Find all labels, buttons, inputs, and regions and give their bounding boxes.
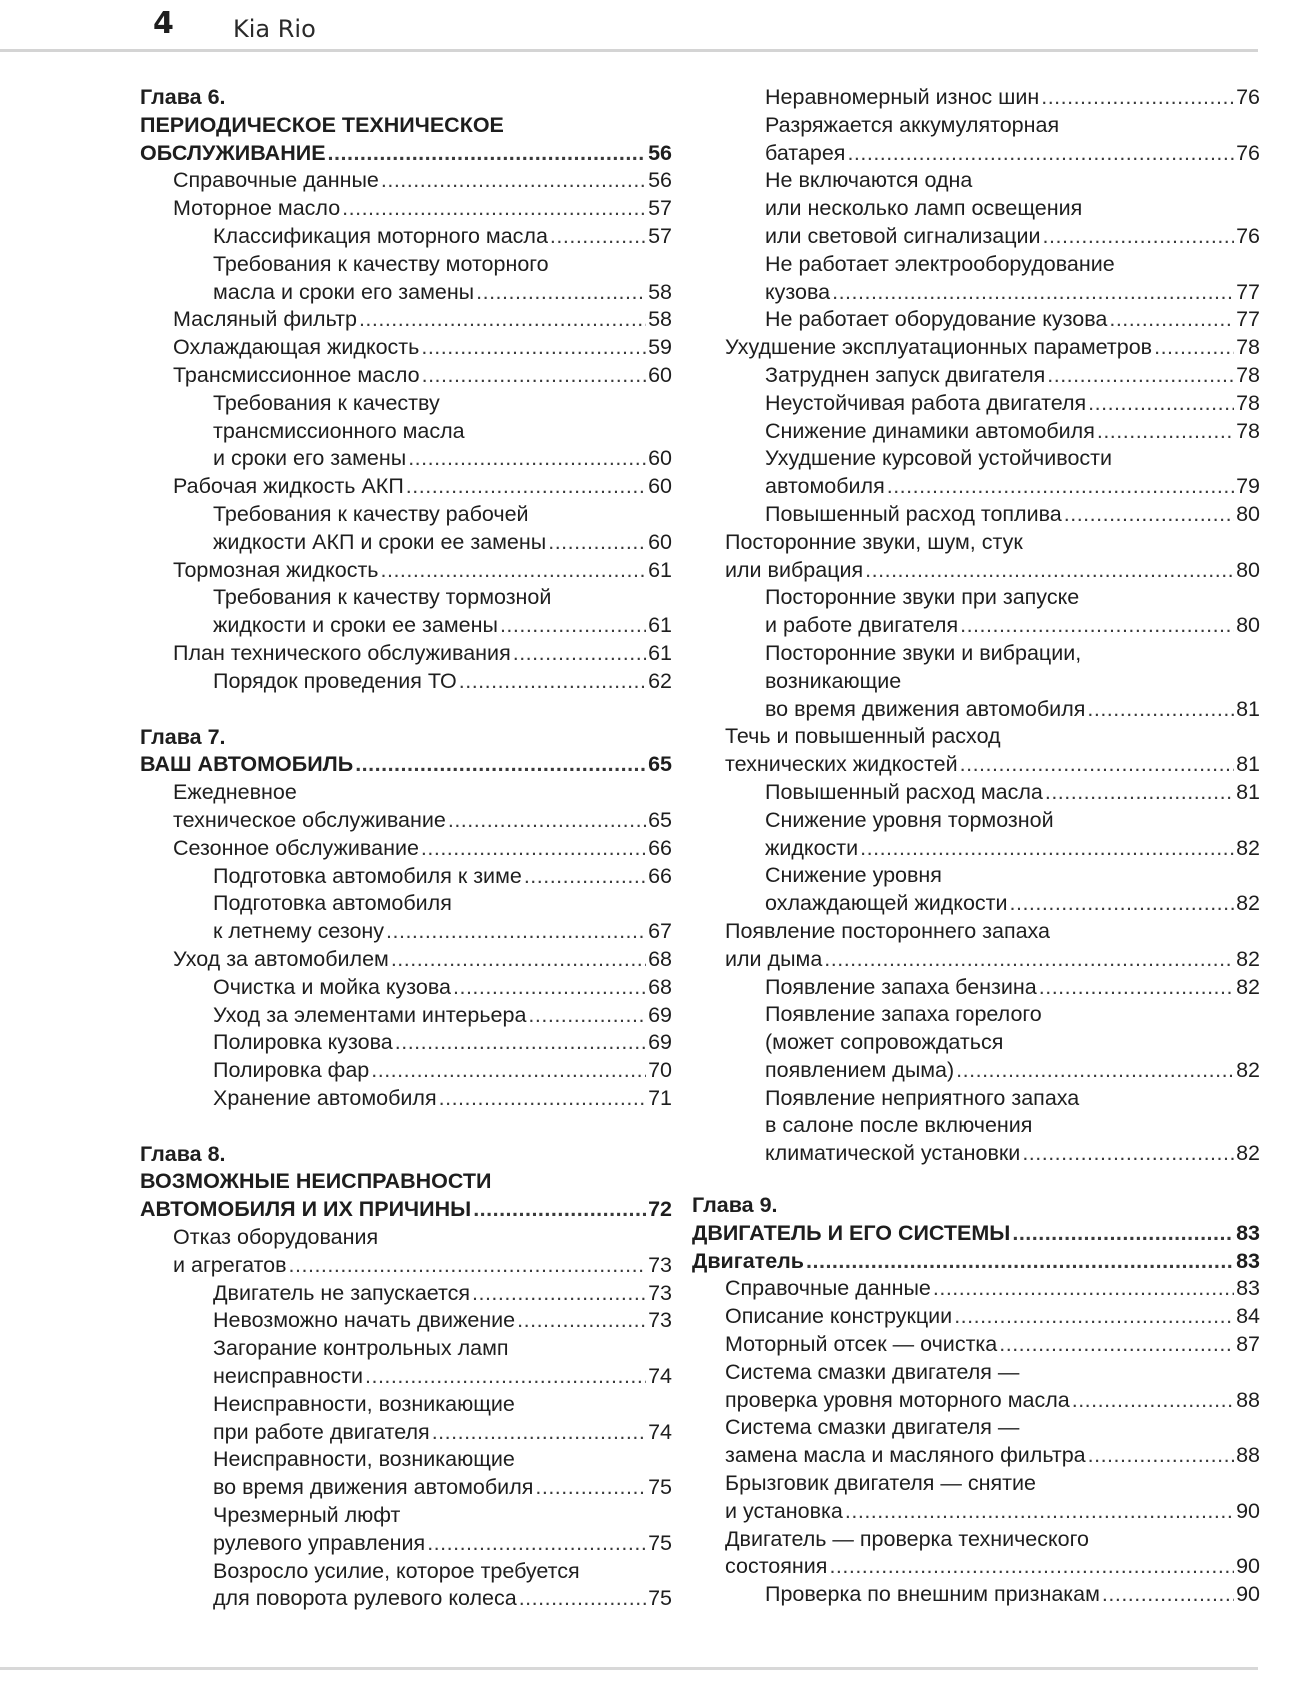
page-ref: 71 (648, 1085, 672, 1110)
page-ref: 68 (648, 946, 672, 971)
page-ref: 67 (648, 919, 672, 944)
toc-entry-text: Система смазки двигателя — (725, 1359, 1020, 1384)
page-header (0, 0, 1300, 58)
toc-entry[interactable]: Уход за автомобилем ..... 68 (140, 946, 672, 974)
book-title: Kia Rio (233, 15, 316, 43)
page-ref: 74 (648, 1419, 672, 1444)
chapter-8-title[interactable]: АВТОМОБИЛЯ И ИХ ПРИЧИНЫ ..... 72 (140, 1196, 672, 1224)
toc-entry[interactable]: Появление запаха бензина ..... 82 (725, 974, 1260, 1002)
toc-entry-text: Ухудшение курсовой устойчивости (765, 446, 1113, 471)
page-ref: 78 (1236, 335, 1260, 360)
toc-entry[interactable]: Ухудшение эксплуатационных параметров ..... 78 (725, 334, 1260, 362)
page-ref: 88 (1236, 1387, 1260, 1412)
page-ref: 58 (648, 279, 672, 304)
toc-entry-text: Снижение уровня (765, 863, 942, 888)
toc-entry-text: Посторонние звуки и вибрации, (765, 640, 1082, 665)
page-ref: 61 (648, 640, 672, 665)
page-ref: 82 (1236, 835, 1260, 860)
page-ref: 60 (648, 446, 672, 471)
page-ref: 62 (648, 668, 672, 693)
toc-entry[interactable]: к летнему сезону ..... 67 (140, 918, 672, 946)
toc-entry[interactable]: жидкости ..... 82 (725, 835, 1260, 863)
toc-entry-text: Требования к качеству (213, 390, 440, 415)
toc-entry[interactable]: Очистка и мойка кузова ..... 68 (140, 974, 672, 1002)
toc-entry-text: Ежедневное (173, 780, 297, 805)
page-ref: 90 (1236, 1554, 1260, 1579)
page-ref: 68 (648, 974, 672, 999)
toc-entry-text: Течь и повышенный расход (725, 724, 1001, 749)
toc-entry[interactable]: Моторное масло ..... 57 (140, 195, 672, 223)
footer-rule (0, 1667, 1258, 1670)
toc-entry[interactable]: проверка уровня моторного масла ..... 88 (725, 1387, 1260, 1415)
toc-entry[interactable]: автомобиля ..... 79 (725, 473, 1260, 501)
page-ref: 88 (1236, 1443, 1260, 1468)
page-ref: 76 (1236, 223, 1260, 248)
toc-entry-text: Система смазки двигателя — (725, 1415, 1020, 1440)
page-ref: 83 (1236, 1220, 1260, 1245)
page-ref: 84 (1236, 1304, 1260, 1329)
toc-entry-text: Брызговик двигателя — снятие (725, 1471, 1036, 1496)
page-ref: 75 (648, 1530, 672, 1555)
toc-entry[interactable]: Справочные данные ..... 56 (140, 167, 672, 195)
toc-entry[interactable]: масла и сроки его замены ..... 58 (140, 279, 672, 307)
toc-entry[interactable]: Сезонное обслуживание ..... 66 (140, 835, 672, 863)
toc-entry[interactable]: Классификация моторного масла ..... 57 (140, 223, 672, 251)
page-ref: 82 (1236, 974, 1260, 999)
page-ref: 78 (1236, 418, 1260, 443)
page-ref: 76 (1236, 140, 1260, 165)
toc-entry[interactable]: во время движения автомобиля ..... 75 (140, 1474, 672, 1502)
toc-entry-text: Посторонние звуки при запуске (765, 585, 1080, 610)
page-ref: 57 (648, 196, 672, 221)
toc-entry[interactable]: Хранение автомобиля ..... 71 (140, 1085, 672, 1113)
toc-entry[interactable]: Полировка фар ..... 70 (140, 1057, 672, 1085)
chapter-8-title-line: ВОЗМОЖНЫЕ НЕИСПРАВНОСТИ (140, 1169, 492, 1194)
section-engine[interactable]: Двигатель ..... 83 (692, 1248, 1260, 1276)
toc-entry[interactable]: и сроки его замены ..... 60 (140, 445, 672, 473)
toc-entry-text: Подготовка автомобиля (213, 891, 452, 916)
page-ref: 60 (648, 529, 672, 554)
toc-entry-text: трансмиссионного масла (213, 418, 465, 443)
page-ref: 87 (1236, 1332, 1260, 1357)
page-ref: 58 (648, 307, 672, 332)
toc-entry-text: Двигатель — проверка технического (725, 1526, 1089, 1551)
toc-entry[interactable]: Справочные данные ..... 83 (725, 1275, 1260, 1303)
toc-entry-text: Снижение уровня тормозной (765, 807, 1054, 832)
toc-entry[interactable]: замена масла и масляного фильтра ..... 88 (725, 1442, 1260, 1470)
toc-entry-text: Отказ оборудования (173, 1225, 379, 1250)
toc-entry-text: Появление запаха горелого (765, 1002, 1042, 1027)
page-ref: 75 (648, 1586, 672, 1611)
page-ref: 69 (648, 1030, 672, 1055)
toc-left-column (140, 84, 672, 1613)
toc-entry[interactable]: Невозможно начать движение ..... 73 (140, 1307, 672, 1335)
page-ref: 57 (648, 223, 672, 248)
toc-entry-text: Не включаются одна (765, 168, 973, 193)
chapter-6-title[interactable]: ОБСЛУЖИВАНИЕ ..... 56 (140, 140, 672, 168)
page-ref: 73 (648, 1252, 672, 1277)
toc-entry[interactable]: Неравномерный износ шин ..... 76 (725, 84, 1260, 112)
toc-entry[interactable]: Рабочая жидкость АКП ..... 60 (140, 473, 672, 501)
page-ref: 78 (1236, 362, 1260, 387)
toc-entry[interactable]: Трансмиссионное масло ..... 60 (140, 362, 672, 390)
toc-entry[interactable]: состояния ..... 90 (725, 1553, 1260, 1581)
chapter-7-label: Глава 7. (140, 724, 226, 749)
page-ref: 73 (648, 1308, 672, 1333)
page-ref: 80 (1236, 501, 1260, 526)
toc-entry[interactable]: Порядок проведения ТО ..... 62 (140, 668, 672, 696)
toc-entry-text: Появление неприятного запаха (765, 1085, 1080, 1110)
toc-entry[interactable]: появлением дыма) ..... 82 (725, 1057, 1260, 1085)
toc-entry-text: Загорание контрольных ламп (213, 1336, 509, 1361)
toc-entry[interactable]: технических жидкостей ..... 81 (725, 751, 1260, 779)
chapter-8-label: Глава 8. (140, 1141, 226, 1166)
page-ref: 77 (1236, 279, 1260, 304)
page-ref: 60 (648, 362, 672, 387)
toc-entry[interactable]: и агрегатов ..... 73 (140, 1252, 672, 1280)
page-ref: 81 (1236, 779, 1260, 804)
page-ref: 75 (648, 1475, 672, 1500)
page-ref: 65 (648, 807, 672, 832)
page-ref: 61 (648, 557, 672, 582)
page-ref: 80 (1236, 613, 1260, 638)
toc-entry[interactable]: Охлаждающая жидкость ..... 59 (140, 334, 672, 362)
page-ref: 61 (648, 613, 672, 638)
page-ref: 70 (648, 1058, 672, 1083)
toc-entry-text: в салоне после включения (765, 1113, 1033, 1138)
page-ref: 77 (1236, 307, 1260, 332)
toc-entry[interactable]: жидкости АКП и сроки ее замены ..... 60 (140, 529, 672, 557)
toc-entry[interactable]: Уход за элементами интерьера ..... 69 (140, 1002, 672, 1030)
toc-entry[interactable]: неисправности ..... 74 (140, 1363, 672, 1391)
page-ref: 82 (1236, 1141, 1260, 1166)
toc-entry[interactable]: и установка ..... 90 (725, 1498, 1260, 1526)
toc-entry[interactable]: Тормозная жидкость ..... 61 (140, 557, 672, 585)
toc-entry[interactable]: Описание конструкции ..... 84 (725, 1303, 1260, 1331)
toc-entry[interactable]: Повышенный расход топлива ..... 80 (725, 501, 1260, 529)
chapter-6-label: Глава 6. (140, 85, 226, 109)
page-ref: 90 (1236, 1498, 1260, 1523)
page-ref: 72 (648, 1197, 672, 1222)
toc-entry[interactable]: Не работает оборудование кузова ..... 77 (725, 306, 1260, 334)
toc-entry-text: Посторонние звуки, шум, стук (725, 529, 1023, 554)
toc-entry-text: возникающие (765, 668, 902, 693)
toc-entry[interactable]: или дыма ..... 82 (725, 946, 1260, 974)
toc-entry[interactable]: климатической установки ..... 82 (725, 1140, 1260, 1168)
chapter-6-title-line: ПЕРИОДИЧЕСКОЕ ТЕХНИЧЕСКОЕ (140, 112, 504, 137)
page-ref: 83 (1236, 1248, 1260, 1273)
toc-entry[interactable]: Повышенный расход масла ..... 81 (725, 779, 1260, 807)
page-number: 4 (153, 6, 174, 41)
toc-entry[interactable]: техническое обслуживание ..... 65 (140, 807, 672, 835)
page-ref: 56 (648, 168, 672, 193)
toc-entry[interactable]: кузова ..... 77 (725, 279, 1260, 307)
toc-right-column (692, 84, 1260, 1609)
page-ref: 76 (1236, 85, 1260, 109)
toc-entry[interactable]: Проверка по внешним признакам ..... 90 (725, 1581, 1260, 1609)
page-ref: 74 (648, 1364, 672, 1389)
toc-entry[interactable]: Снижение динамики автомобиля ..... 78 (725, 418, 1260, 446)
toc-entry-text: Появление постороннего запаха (725, 918, 1051, 943)
toc-entry[interactable]: рулевого управления ..... 75 (140, 1530, 672, 1558)
page-ref: 69 (648, 1002, 672, 1027)
toc-entry-text: Требования к качеству рабочей (213, 501, 529, 526)
chapter-9-label: Глава 9. (692, 1193, 778, 1218)
toc-entry[interactable]: Подготовка автомобиля к зиме ..... 66 (140, 863, 672, 891)
page-ref: 60 (648, 474, 672, 499)
toc-entry-text: Не работает электрооборудование (765, 251, 1115, 276)
toc-entry-text: Требования к качеству тормозной (213, 585, 552, 610)
page-ref: 66 (648, 863, 672, 888)
chapter-7-title[interactable]: ВАШ АВТОМОБИЛЬ ..... 65 (140, 751, 672, 779)
toc-entry[interactable]: во время движения автомобиля ..... 81 (725, 696, 1260, 724)
page-ref: 65 (648, 752, 672, 777)
toc-entry-text: Неисправности, возникающие (213, 1391, 515, 1416)
toc-entry[interactable]: Двигатель не запускается ..... 73 (140, 1280, 672, 1308)
page-ref: 83 (1236, 1276, 1260, 1301)
toc-entry[interactable]: Моторный отсек — очистка ..... 87 (725, 1331, 1260, 1359)
toc-entry-text: Разряжается аккумуляторная (765, 112, 1060, 137)
toc-entry[interactable]: План технического обслуживания ..... 61 (140, 640, 672, 668)
page-ref: 82 (1236, 946, 1260, 971)
page-ref: 66 (648, 835, 672, 860)
toc-entry[interactable]: при работе двигателя ..... 74 (140, 1419, 672, 1447)
toc-entry[interactable]: Затруднен запуск двигателя ..... 78 (725, 362, 1260, 390)
toc-entry[interactable]: жидкости и сроки ее замены ..... 61 (140, 612, 672, 640)
toc-entry[interactable]: и работе двигателя ..... 80 (725, 612, 1260, 640)
page-ref: 80 (1236, 557, 1260, 582)
header-rule (0, 49, 1258, 52)
toc-entry-text: Неисправности, возникающие (213, 1447, 515, 1472)
toc-entry[interactable]: охлаждающей жидкости ..... 82 (725, 890, 1260, 918)
toc-entry-text: Возросло усилие, которое требуется (213, 1558, 580, 1583)
toc-entry-text: или несколько ламп освещения (765, 196, 1083, 221)
page-ref: 90 (1236, 1582, 1260, 1607)
toc-entry[interactable]: Масляный фильтр ..... 58 (140, 306, 672, 334)
toc-entry[interactable]: для поворота рулевого колеса ..... 75 (140, 1585, 672, 1613)
page-ref: 82 (1236, 1057, 1260, 1082)
page-ref: 81 (1236, 696, 1260, 721)
chapter-9-title[interactable]: ДВИГАТЕЛЬ И ЕГО СИСТЕМЫ ..... 83 (692, 1220, 1260, 1248)
page-ref: 59 (648, 335, 672, 360)
toc-entry[interactable]: Полировка кузова ..... 69 (140, 1029, 672, 1057)
toc-entry[interactable]: или световой сигнализации ..... 76 (725, 223, 1260, 251)
page-ref: 82 (1236, 891, 1260, 916)
page-ref: 78 (1236, 390, 1260, 415)
toc-entry[interactable]: или вибрация ..... 80 (725, 557, 1260, 585)
toc-entry-text: (может сопровождаться (765, 1030, 1004, 1055)
page-ref: 81 (1236, 752, 1260, 777)
toc-entry[interactable]: батарея ..... 76 (725, 140, 1260, 168)
toc-entry-text: Требования к качеству моторного (213, 251, 549, 276)
page-ref: 56 (648, 140, 672, 165)
toc-entry-text: Чрезмерный люфт (213, 1503, 401, 1528)
page-ref: 73 (648, 1280, 672, 1305)
page-ref: 79 (1236, 474, 1260, 499)
toc-entry[interactable]: Неустойчивая работа двигателя ..... 78 (725, 390, 1260, 418)
